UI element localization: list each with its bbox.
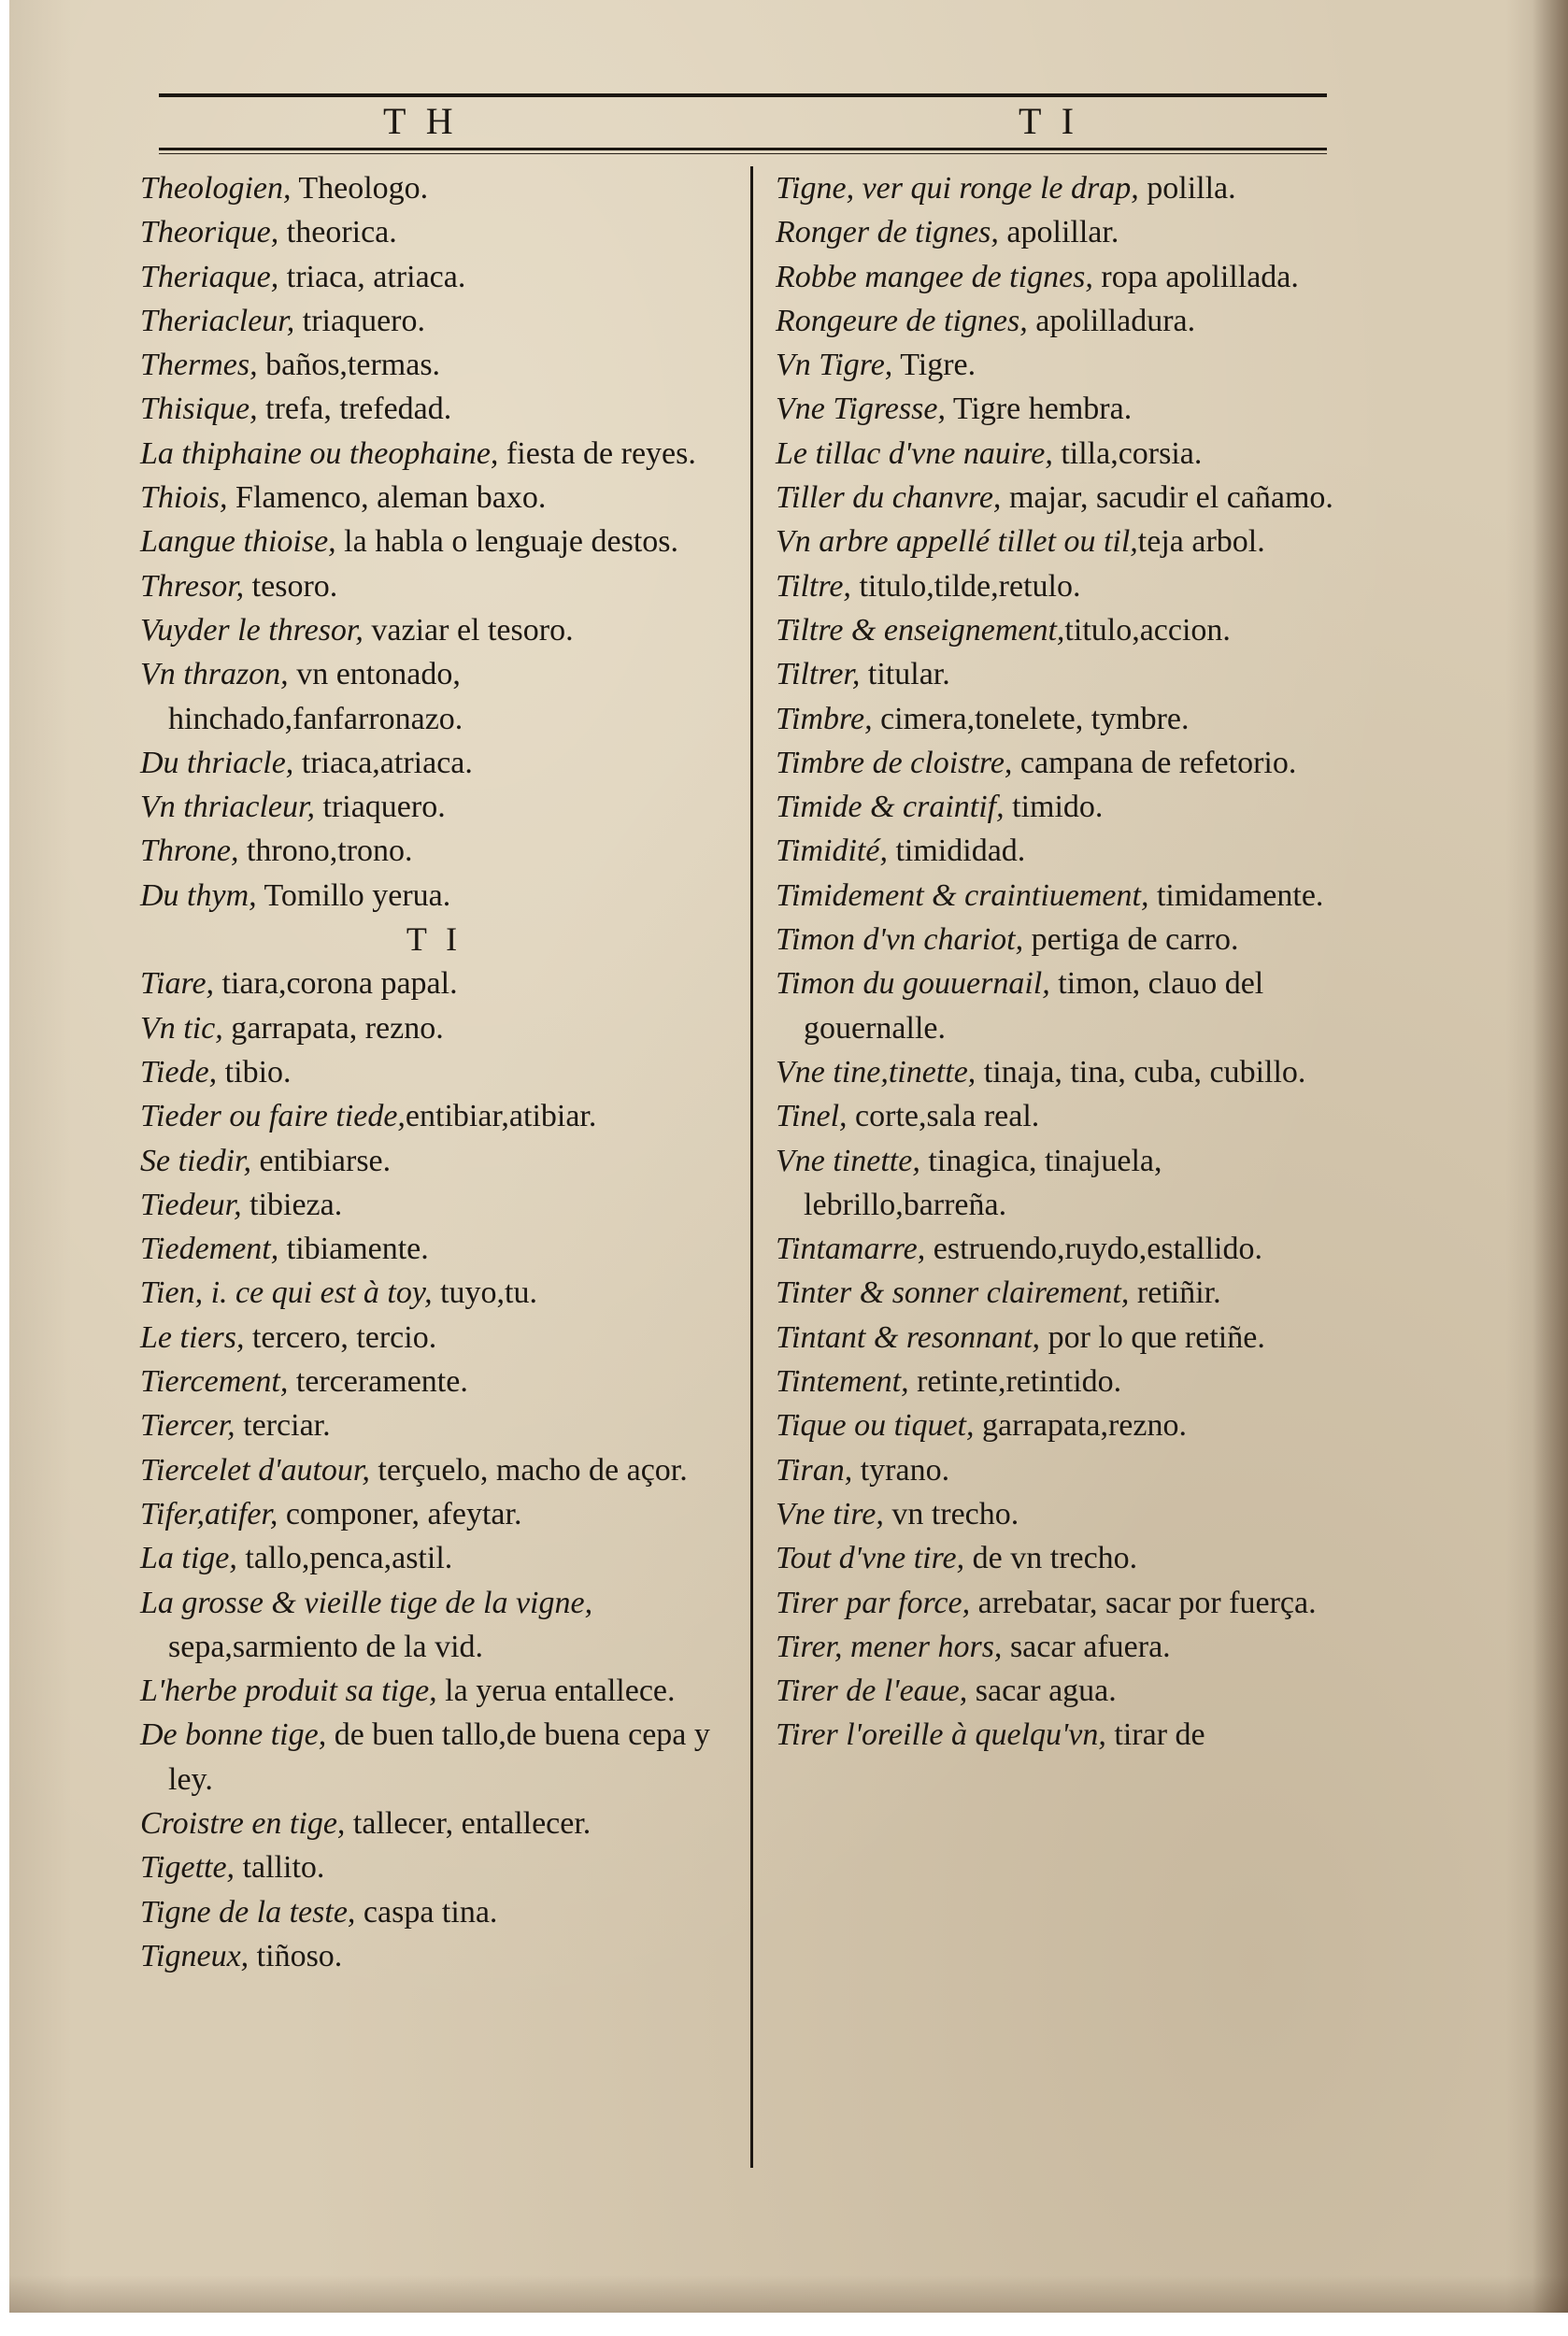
- entry-headword: Vn Tigre,: [776, 348, 893, 383]
- dictionary-entry: [776, 829, 1350, 873]
- dictionary-entry: [776, 1360, 1350, 1403]
- entry-translation: timido.: [1004, 790, 1104, 825]
- entry-headword: Theorique,: [140, 215, 279, 250]
- entry-headword: Tout d'vne tire,: [776, 1541, 965, 1576]
- entry-headword: Tiltre & enseignement,: [776, 612, 1065, 648]
- dictionary-entry: [140, 1227, 729, 1271]
- entry-translation: triaca, atriaca.: [278, 259, 466, 294]
- entry-translation: Flamenco, aleman baxo.: [227, 480, 547, 516]
- entry-headword: Vne tire,: [776, 1496, 884, 1531]
- entry-translation: entibiarse.: [250, 1143, 392, 1178]
- dictionary-entry: [140, 1934, 729, 1978]
- entry-translation: campana de refetorio.: [1012, 745, 1297, 780]
- dictionary-entry: [776, 166, 1350, 210]
- entry-translation: timon, clauo del gouernalle.: [804, 966, 1264, 1046]
- entry-translation: teja arbol.: [1137, 524, 1265, 560]
- dictionary-entry: [776, 1625, 1350, 1669]
- dictionary-entry: [140, 520, 729, 563]
- entry-translation: apolilladura.: [1027, 303, 1196, 338]
- dictionary-entry: [776, 1094, 1350, 1138]
- entry-headword: Vn thriacleur,: [140, 790, 315, 825]
- entry-translation: tilla,corsia.: [1052, 435, 1203, 471]
- entry-translation: theorica.: [278, 215, 397, 250]
- dictionary-entry: [140, 652, 729, 741]
- entry-translation: throno,trono.: [238, 833, 413, 869]
- entry-headword: Theriacleur,: [140, 303, 295, 338]
- dictionary-entry: [776, 1581, 1350, 1625]
- entry-translation: tercero, tercio.: [244, 1319, 437, 1355]
- column-divider: [750, 166, 753, 2168]
- entry-translation: tinaja, tina, cuba, cubillo.: [976, 1054, 1306, 1090]
- dictionary-entry: [776, 476, 1350, 520]
- dictionary-entry: [140, 1669, 729, 1713]
- entry-headword: Vn tic,: [140, 1010, 223, 1046]
- dictionary-entry: [140, 829, 729, 873]
- entry-translation: timidamente.: [1148, 877, 1324, 913]
- entry-translation: fiesta de reyes.: [498, 435, 696, 471]
- entry-translation: retinte,retintido.: [908, 1364, 1122, 1400]
- entry-headword: L'herbe produit sa tige,: [140, 1674, 437, 1709]
- dictionary-entry: [140, 1536, 729, 1580]
- entry-headword: Vuyder le thresor,: [140, 612, 363, 648]
- entry-translation: tuyo,tu.: [432, 1275, 537, 1311]
- entry-headword: Timidement & craintiuement,: [776, 877, 1149, 913]
- entry-headword: Tinter & sonner clairement,: [776, 1275, 1130, 1311]
- entry-translation: terceramente.: [288, 1364, 468, 1400]
- entry-headword: Le tillac d'vne nauire,: [776, 435, 1053, 471]
- entry-headword: Thisique,: [140, 392, 258, 427]
- entry-headword: La tige,: [140, 1541, 237, 1576]
- dictionary-entry: [140, 299, 729, 343]
- entry-headword: Tirer l'oreille à quelqu'vn,: [776, 1717, 1106, 1753]
- entry-headword: Tigne, ver qui ronge le drap,: [776, 171, 1139, 206]
- dictionary-entry: [776, 697, 1350, 741]
- entry-translation: polilla.: [1138, 171, 1236, 206]
- page-bottom-shadow: [9, 2275, 1568, 2313]
- entry-headword: Tigette,: [140, 1850, 235, 1886]
- entry-headword: Du thym,: [140, 877, 257, 913]
- left-column: [140, 166, 729, 1978]
- entry-headword: Robbe mangee de tignes,: [776, 259, 1093, 294]
- entry-headword: Tirer, mener hors,: [776, 1629, 1003, 1664]
- entry-translation: arrebatar, sacar por fuerça.: [970, 1585, 1317, 1620]
- entry-translation: vn entonado, hinchado,fanfarronazo.: [168, 657, 463, 736]
- dictionary-entry: [776, 1271, 1350, 1315]
- dictionary-entry: [776, 652, 1350, 696]
- entry-translation: tibiamente.: [278, 1232, 429, 1267]
- entry-translation: de vn trecho.: [964, 1541, 1138, 1576]
- entry-translation: tirar de: [1105, 1717, 1205, 1753]
- entry-translation: triaca,atriaca.: [293, 745, 473, 780]
- entry-headword: Thiois,: [140, 480, 228, 516]
- entry-headword: Tien, i. ce qui est à toy,: [140, 1275, 433, 1311]
- entry-translation: retiñir.: [1129, 1275, 1221, 1311]
- dictionary-entry: [776, 1316, 1350, 1360]
- entry-headword: Tintant & resonnant,: [776, 1319, 1041, 1355]
- dictionary-entry: [140, 1050, 729, 1094]
- entry-translation: estruendo,ruydo,estallido.: [925, 1232, 1262, 1267]
- entry-translation: Tigre hembra.: [945, 392, 1133, 427]
- dictionary-entry: [776, 1669, 1350, 1713]
- dictionary-entry: [140, 1360, 729, 1403]
- dictionary-entry: [140, 1403, 729, 1447]
- section-heading: T I: [406, 920, 463, 959]
- entry-translation: tallecer, entallecer.: [345, 1805, 592, 1841]
- dictionary-entry: [776, 874, 1350, 918]
- entry-headword: Tirer de l'eaue,: [776, 1674, 968, 1709]
- dictionary-entry: [776, 1536, 1350, 1580]
- dictionary-entry: [140, 1316, 729, 1360]
- entry-headword: Timbre de cloistre,: [776, 745, 1013, 780]
- entry-translation: timididad.: [887, 833, 1026, 869]
- entry-translation: titulo,tilde,retulo.: [850, 568, 1081, 604]
- dictionary-entry: [776, 210, 1350, 254]
- header-bottom-rule: [159, 148, 1327, 150]
- entry-headword: Tiercer,: [140, 1408, 235, 1444]
- entry-translation: Tomillo yerua.: [256, 877, 451, 913]
- entry-translation: ropa apolillada.: [1092, 259, 1299, 294]
- dictionary-entry: [776, 1403, 1350, 1447]
- dictionary-entry: [140, 608, 729, 652]
- entry-headword: Vne tine,tinette,: [776, 1054, 976, 1090]
- entry-translation: tesoro.: [244, 568, 338, 604]
- entry-translation: cimera,tonelete, tymbre.: [872, 701, 1190, 736]
- dictionary-entry: [776, 961, 1350, 1050]
- entry-translation: tyrano.: [852, 1452, 950, 1488]
- page-edge-shadow: [1532, 0, 1568, 2313]
- entry-translation: sepa,sarmiento de la vid.: [168, 1629, 484, 1664]
- entry-headword: Vn arbre appellé tillet ou til,: [776, 524, 1138, 560]
- running-head-right: T I: [1019, 100, 1080, 142]
- entry-headword: Theologien,: [140, 171, 292, 206]
- dictionary-entry: [776, 1713, 1350, 1757]
- entry-headword: Timbre,: [776, 701, 873, 736]
- dictionary-entry: [140, 343, 729, 387]
- dictionary-entry: [140, 1448, 729, 1492]
- dictionary-entry: [140, 785, 729, 829]
- dictionary-entry: [140, 1890, 729, 1934]
- entry-translation: tinagica, tinajuela, lebrillo,barreña.: [804, 1143, 1162, 1222]
- entry-translation: apolillar.: [998, 215, 1119, 250]
- entry-translation: caspa tina.: [355, 1894, 498, 1930]
- entry-headword: Tiare,: [140, 966, 215, 1002]
- entry-headword: Throne,: [140, 833, 239, 869]
- entry-translation: vn trecho.: [883, 1496, 1019, 1531]
- entry-translation: terçuelo, macho de açor.: [369, 1452, 688, 1488]
- entry-translation: por lo que retiñe.: [1040, 1319, 1265, 1355]
- dictionary-entry: [776, 1492, 1350, 1536]
- entry-headword: Tiltrer,: [776, 657, 861, 692]
- entry-translation: tiñoso.: [249, 1938, 343, 1973]
- entry-translation: baños,termas.: [257, 348, 441, 383]
- entry-headword: Du thriacle,: [140, 745, 294, 780]
- dictionary-entry: [140, 432, 729, 476]
- dictionary-entry: [140, 476, 729, 520]
- entry-headword: Tiedement,: [140, 1232, 279, 1267]
- right-column: [776, 166, 1350, 1758]
- dictionary-entry: [140, 387, 729, 431]
- dictionary-entry: [140, 1581, 729, 1670]
- entry-headword: Tigneux,: [140, 1938, 249, 1973]
- entry-translation: sacar afuera.: [1002, 1629, 1171, 1664]
- running-head-left: T H: [383, 100, 459, 142]
- dictionary-entry: [140, 564, 729, 608]
- entry-headword: Tifer,atifer,: [140, 1496, 278, 1531]
- entry-headword: Tintement,: [776, 1364, 909, 1400]
- entry-translation: vaziar el tesoro.: [363, 612, 574, 648]
- dictionary-entry: [140, 210, 729, 254]
- dictionary-entry: [140, 1802, 729, 1845]
- book-page: [9, 0, 1568, 2313]
- dictionary-entry: [776, 1139, 1350, 1228]
- entry-translation: titular.: [860, 657, 950, 692]
- entry-translation: corte,sala real.: [847, 1099, 1040, 1134]
- entry-translation: pertiga de carro.: [1023, 922, 1239, 958]
- entry-translation: componer, afeytar.: [278, 1496, 522, 1531]
- entry-translation: Theologo.: [291, 171, 429, 206]
- entry-translation: Tigre.: [892, 348, 976, 383]
- entry-translation: majar, sacudir el cañamo.: [1001, 480, 1333, 516]
- dictionary-entry: [776, 343, 1350, 387]
- entry-translation: tiara,corona papal.: [214, 966, 458, 1002]
- entry-headword: Tintamarre,: [776, 1232, 926, 1267]
- entry-headword: Tiran,: [776, 1452, 853, 1488]
- dictionary-entry: [140, 1006, 729, 1050]
- entry-headword: Timidité,: [776, 833, 888, 869]
- dictionary-entry: [140, 741, 729, 785]
- header-bottom-thin-rule: [159, 153, 1327, 154]
- entry-headword: Vne Tigresse,: [776, 392, 946, 427]
- dictionary-entry: [140, 255, 729, 299]
- entry-translation: triaquero.: [294, 303, 425, 338]
- dictionary-entry: [776, 1227, 1350, 1271]
- dictionary-entry: [140, 961, 729, 1005]
- entry-headword: Vn thrazon,: [140, 657, 289, 692]
- entry-headword: Thermes,: [140, 348, 258, 383]
- dictionary-entry: [140, 1139, 729, 1183]
- entry-translation: de buen tallo,de buena cepa y ley.: [168, 1717, 710, 1797]
- entry-headword: Tique ou tiquet,: [776, 1408, 975, 1444]
- entry-translation: terciar.: [235, 1408, 331, 1444]
- dictionary-entry: [776, 918, 1350, 961]
- entry-translation: tallito.: [235, 1850, 325, 1886]
- entry-headword: Theriaque,: [140, 259, 279, 294]
- entry-headword: Tiller du chanvre,: [776, 480, 1002, 516]
- dictionary-entry: [140, 1845, 729, 1889]
- dictionary-entry: [776, 299, 1350, 343]
- entry-headword: Rongeure de tignes,: [776, 303, 1028, 338]
- entry-translation: entibiar,atibiar.: [405, 1099, 597, 1134]
- dictionary-entry: [140, 166, 729, 210]
- entry-translation: trefa, trefedad.: [257, 392, 452, 427]
- dictionary-entry: [140, 1094, 729, 1138]
- entry-translation: la yerua entallece.: [436, 1674, 676, 1709]
- dictionary-entry: [776, 520, 1350, 563]
- dictionary-entry: [776, 564, 1350, 608]
- dictionary-entry: [776, 741, 1350, 785]
- entry-translation: la habla o lenguaje destos.: [335, 524, 679, 560]
- entry-headword: Tigne de la teste,: [140, 1894, 356, 1930]
- entry-translation: tallo,penca,astil.: [236, 1541, 453, 1576]
- entry-headword: Langue thioise,: [140, 524, 336, 560]
- entry-translation: garrapata,rezno.: [974, 1408, 1187, 1444]
- entry-headword: Tiercelet d'autour,: [140, 1452, 370, 1488]
- header-top-rule: [159, 93, 1327, 97]
- entry-headword: Tirer par force,: [776, 1585, 971, 1620]
- dictionary-entry: [776, 387, 1350, 431]
- dictionary-entry: [140, 874, 729, 918]
- entry-headword: Le tiers,: [140, 1319, 245, 1355]
- entry-headword: Se tiedir,: [140, 1143, 251, 1178]
- dictionary-entry: [776, 432, 1350, 476]
- dictionary-entry: [776, 255, 1350, 299]
- entry-headword: Timon du gouuernail,: [776, 966, 1050, 1002]
- dictionary-entry: [140, 1271, 729, 1315]
- entry-headword: Tiercement,: [140, 1364, 289, 1400]
- entry-headword: De bonne tige,: [140, 1717, 327, 1753]
- entry-headword: Timide & craintif,: [776, 790, 1005, 825]
- dictionary-entry: [776, 1448, 1350, 1492]
- entry-headword: La grosse & vieille tige de la vigne,: [140, 1585, 593, 1620]
- dictionary-entry: [140, 1713, 729, 1802]
- entry-translation: tibieza.: [241, 1187, 343, 1222]
- entry-headword: Vne tinette,: [776, 1143, 920, 1178]
- dictionary-entry: [776, 785, 1350, 829]
- entry-headword: Tiltre,: [776, 568, 851, 604]
- entry-headword: Croistre en tige,: [140, 1805, 346, 1841]
- entry-headword: Tiede,: [140, 1054, 218, 1090]
- entry-translation: sacar agua.: [967, 1674, 1117, 1709]
- dictionary-entry: [776, 608, 1350, 652]
- entry-headword: Timon d'vn chariot,: [776, 922, 1024, 958]
- entry-headword: Ronger de tignes,: [776, 215, 999, 250]
- dictionary-entry: [140, 1492, 729, 1536]
- entry-translation: tibio.: [217, 1054, 292, 1090]
- entry-headword: Tiedeur,: [140, 1187, 242, 1222]
- entry-translation: garrapata, rezno.: [222, 1010, 444, 1046]
- dictionary-entry: [776, 1050, 1350, 1094]
- entry-translation: titulo,accion.: [1064, 612, 1231, 648]
- dictionary-entry: [140, 1183, 729, 1227]
- entry-headword: Thresor,: [140, 568, 245, 604]
- entry-translation: triaquero.: [314, 790, 446, 825]
- entry-headword: La thiphaine ou theophaine,: [140, 435, 499, 471]
- entry-headword: Tieder ou faire tiede,: [140, 1099, 406, 1134]
- entry-headword: Tinel,: [776, 1099, 848, 1134]
